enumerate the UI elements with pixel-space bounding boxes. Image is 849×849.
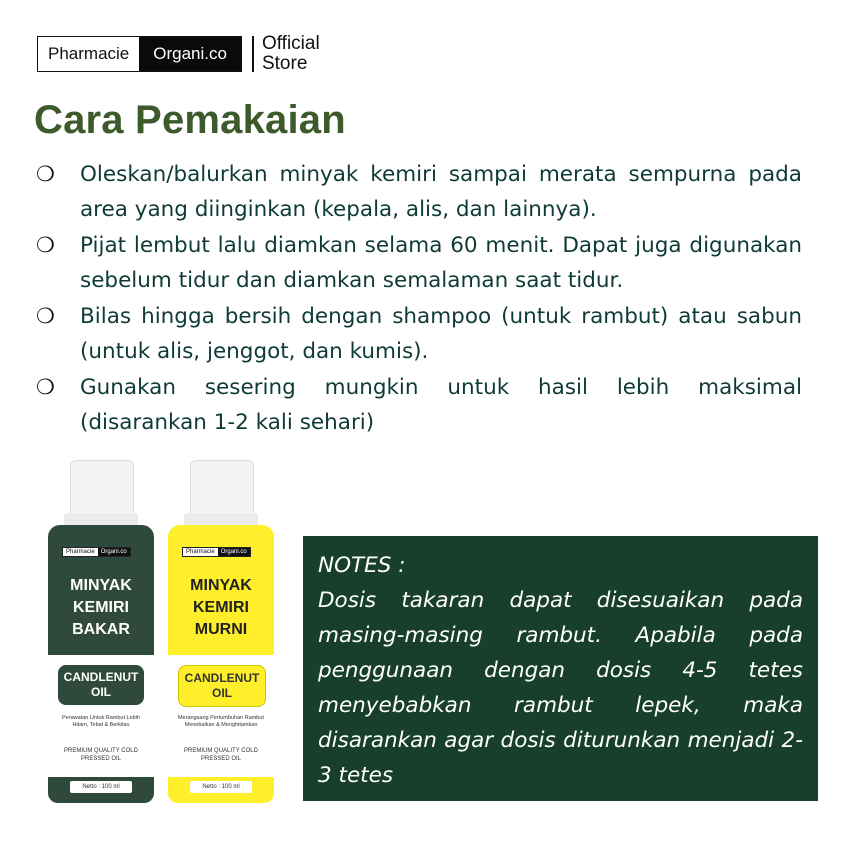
circle-bullet-icon: ❍ [36, 304, 55, 328]
circle-bullet-icon: ❍ [36, 375, 55, 399]
product-netto-band [48, 777, 154, 803]
brand-name-left: Pharmacie [38, 37, 139, 71]
bottle-brand-left: Pharmacie [183, 548, 218, 556]
bottle-kemiri-murni [168, 455, 278, 805]
product-quality: PREMIUM QUALITY COLD PRESSED OIL [184, 748, 258, 762]
product-name: MINYAK KEMIRI MURNI [190, 577, 252, 638]
product-netto-band [168, 777, 274, 803]
bottle-brand-right: Organi.co [98, 548, 130, 556]
notes-heading: NOTES : [318, 553, 406, 578]
product-netto: Netto : 100 ml [70, 781, 132, 793]
brand-name-right: Organi.co [139, 37, 241, 71]
usage-step [36, 228, 802, 298]
product-quality: PREMIUM QUALITY COLD PRESSED OIL [64, 748, 138, 762]
product-netto: Netto : 100 ml [190, 781, 252, 793]
notes-body: Dosis takaran dapat disesuaikan pada masing-masing rambut. Apabila pada penggunaan dengan dosis 4-5 tetes menyebabkan rambut lepek, maka disarankan agar dosis diturunkan menjadi 2-3 tetes [318, 588, 803, 788]
notes-box [303, 536, 818, 801]
brand-divider [252, 36, 254, 72]
product-variant-pill: CANDLENUT OIL [58, 665, 144, 705]
product-description: Merangsang Pertumbuhan Rambut Menebalkan & Menghitamkan [178, 715, 264, 728]
bottle-brand-logo [62, 547, 131, 557]
bottle-brand-logo [182, 547, 251, 557]
product-name: MINYAK KEMIRI BAKAR [70, 577, 132, 638]
usage-step-text: Bilas hingga bersih dengan shampoo (untuk rambut) atau sabun (untuk alis, jenggot, dan kumis). [80, 304, 802, 364]
usage-steps-list [36, 157, 802, 441]
circle-bullet-icon: ❍ [36, 162, 55, 186]
official-store-line1: Official [261, 33, 320, 54]
official-store-label [261, 33, 320, 74]
bottle-brand-right: Organi.co [218, 548, 250, 556]
usage-step [36, 299, 802, 369]
official-store-line2: Store [261, 53, 308, 74]
bottle-cap [70, 460, 134, 517]
usage-step [36, 157, 802, 227]
usage-step-text: Oleskan/balurkan minyak kemiri sampai merata sempurna pada area yang diinginkan (kepala, alis, dan lainnya). [80, 162, 802, 222]
brand-logo-box [37, 36, 242, 72]
bottle-brand-left: Pharmacie [63, 548, 98, 556]
notes-content [318, 548, 803, 793]
bottle-body [48, 525, 154, 803]
usage-step [36, 370, 802, 440]
page-title: Cara Pemakaian [34, 98, 346, 142]
usage-step-text: Gunakan sesering mungkin untuk hasil lebih maksimal (disarankan 1-2 kali sehari) [80, 375, 802, 435]
bottle-body [168, 525, 274, 803]
brand-logo [37, 33, 320, 74]
bottle-kemiri-bakar [48, 455, 158, 805]
usage-step-text: Pijat lembut lalu diamkan selama 60 menit. Dapat juga digunakan sebelum tidur dan diamkan semalaman saat tidur. [80, 233, 802, 293]
circle-bullet-icon: ❍ [36, 233, 55, 257]
product-variant-pill: CANDLENUT OIL [178, 665, 266, 707]
product-description: Perawatan Untuk Rambut Lebih Hitam, Tebal & Berkilau [62, 715, 140, 728]
product-bottles [40, 455, 290, 805]
bottle-cap [190, 460, 254, 517]
